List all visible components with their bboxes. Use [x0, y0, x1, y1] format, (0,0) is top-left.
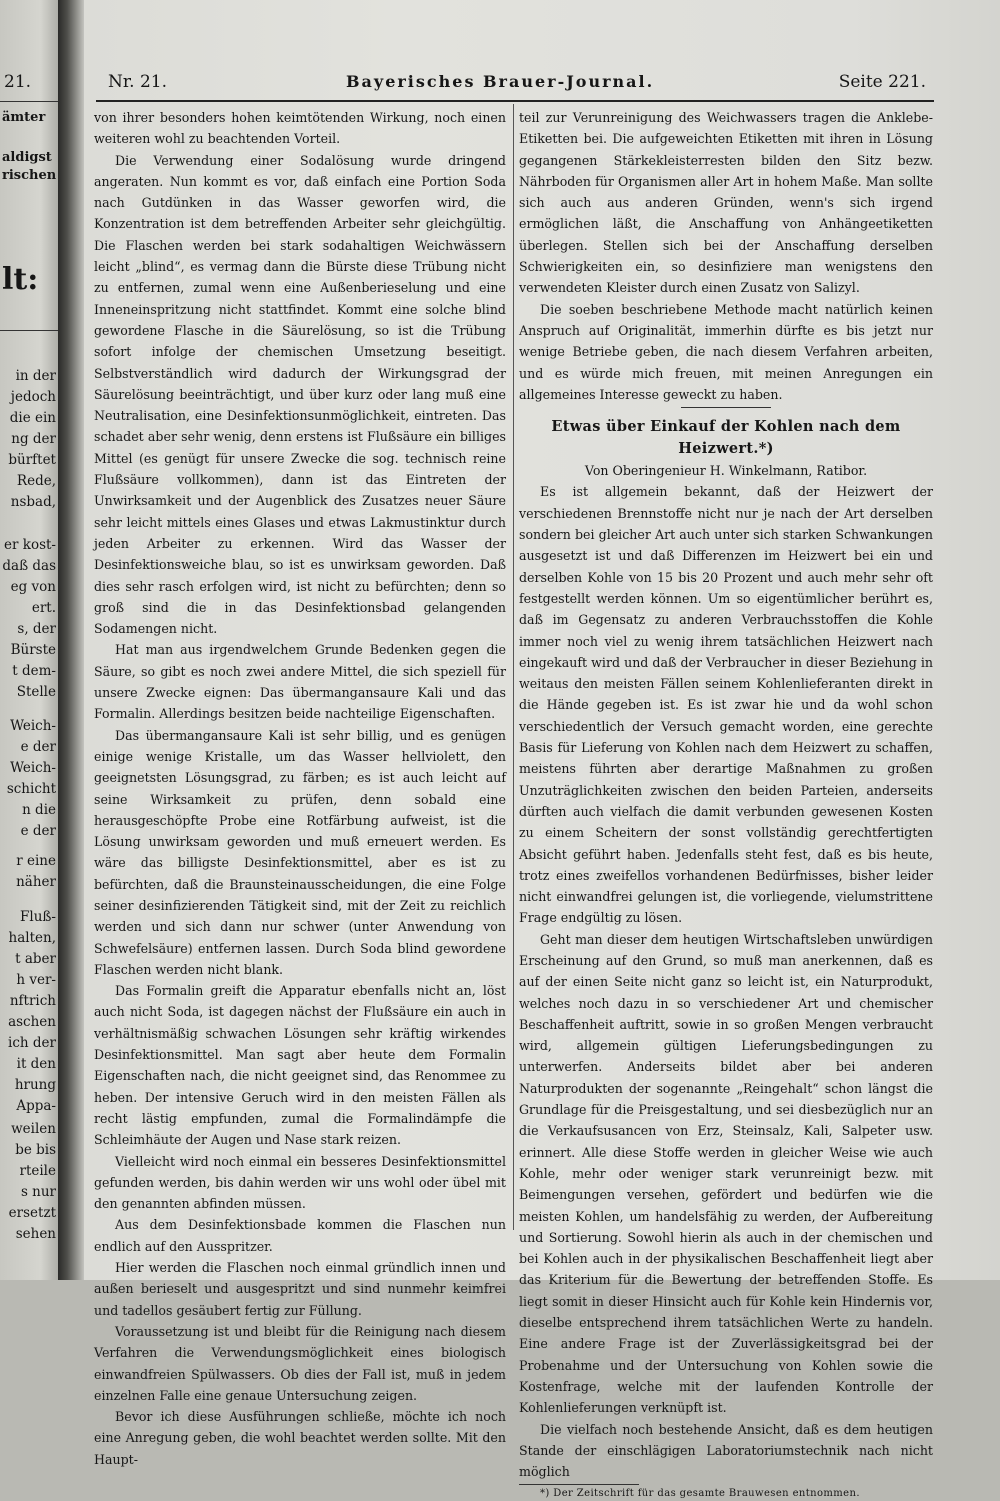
- adjacent-text-fragment: t aber: [15, 951, 56, 967]
- footnote-rule: [519, 1484, 639, 1485]
- article-separator: [681, 407, 771, 408]
- paragraph: Bevor ich diese Ausführungen schließe, möchte ich noch eine Anregung geben, die wohl beachtet werden sollte. Mit den Haupt-: [94, 1409, 506, 1467]
- paragraph: teil zur Verunreinigung des Weichwassers tragen die Anklebe-Etiketten bei. Die aufgeweichten Etiketten mit ihren in Lösung gegangenen Stärkekleisterresten bilden den Sitz bezw. Nährboden für Organismen aller Art in hohem Maße. Man sollte sich auch aus anderen Gründen, wenn's sich irgend ermöglichen läßt, die Anschaffung von Anhängeetiketten überlegen. Stellen sich bei der Anschaffung derselben Schwierigkeiten ein, so desinfiziere man wenigstens den verwendeten Kleister durch einen Zusatz von Salizyl.: [519, 110, 933, 296]
- left-column: [94, 107, 506, 1470]
- adjacent-text-fragment: e der: [20, 739, 56, 755]
- adjacent-text-fragment: nftrich: [9, 993, 56, 1009]
- adjacent-text-fragment: r eine: [16, 853, 56, 869]
- paragraph: Das übermangansaure Kali ist sehr billig, und es genügen einige wenige Kristalle, um das Wasser hellviolett, den geeignetsten Lösungsgrad, zu färben; es ist auch leicht auf seine Wirksamkeit zu prüfen, denn sobald eine herausgeschöpfte Probe eine Rotfärbung aufweist, ist die Lösung unwirksam geworden und muß erneuert werden. Es wäre das billigste Desinfektionsmittel, aber es ist zu befürchten, daß die Braunsteinausscheidungen, die eine Folge seiner desinfizierenden Tätigkeit sind, mit der Zeit zu reichlich werden und sich dann nur schwer (unter Anwendung von Schwefelsäure) entfernen lassen. Durch Soda blind gewordene Flaschen werden nicht blank.: [94, 727, 506, 977]
- adjacent-text-fragment: die ein: [9, 410, 56, 426]
- adjacent-text-fragment: e der: [20, 823, 56, 839]
- article-paragraph: Geht man dieser dem heutigen Wirtschaftsleben unwürdigen Erscheinung auf den Grund, so muß man anerkennen, daß es auf der einen Seite nicht ganz so leicht ist, ein Naturprodukt, welches noch dazu in so verschiedener Art und chemischer Beschaffenheit auftritt, sowie in so großen Mengen verbraucht wird, allgemein gültigen Lieferungsbedingungen zu unterwerfen. Anderseits bildet aber bei anderen Naturprodukten der sogenannte „Reingehalt“ schon längst die Grundlage für die Preisgestaltung, und sei diesbezüglich nur an die Verkaufsusancen von Erz, Steinsalz, Kali, Salpeter usw. erinnert. Alle diese Stoffe werden in gleicher Weise wie auch Kohle, mehr oder weniger stark verunreinigt bezw. mit Beimengungen versehen, gefördert und bedürfen wie die meisten Kohlen, um handelsfähig zu werden, der Aufbereitung und Sortierung. Sowohl hierin als auch in der chemischen und bei Kohlen auch in der physikalischen Beschaffenheit liegt aber das Kriterium für die Bewertung der betreffenden Stoffe. Es liegt somit in dieser Hinsicht auch für Kohle kein Hindernis vor, dieselbe entsprechend ihrem tatsächlichen Werte zu handeln. Eine andere Frage ist der Zuverlässigkeitsgrad bei der Probenahme und der Untersuchung von Kohlen sowie die Kostenfrage, welche mit der laufenden Kontrolle der Kohlenlieferungen verknüpft ist.: [519, 931, 933, 1416]
- adjacent-text-fragment: eg von: [10, 579, 56, 595]
- adjacent-text-fragment: Bürste: [10, 642, 56, 658]
- adjacent-text-fragment: Appa-: [16, 1098, 56, 1114]
- adjacent-text-fragment: n die: [22, 802, 56, 818]
- adjacent-heading-line: aldigst: [2, 150, 52, 165]
- adjacent-text-fragment: er kost-: [4, 537, 56, 553]
- paragraph: Die Verwendung einer Sodalösung wurde dringend angeraten. Nun kommt es vor, daß einfach eine Portion Soda nach Gutdünken in das Wasser geworfen wird, die Konzentration ist dem betreffenden Arbeiter sehr gleichgültig. Die Flaschen werden bei stark sodahaltigen Weichwässern leicht „blind“, es vermag dann die Bürste diese Trübung nicht zu entfernen, zumal wenn eine Außenberieselung und eine Inneneinspritzung nicht stattfindet. Kommt eine solche blind gewordene Flasche in die Säurelösung, so ist die Trübung sofort infolge der chemischen Umsetzung beseitigt. Selbstverständlich wird dadurch der Wirkungsgrad der Säurelösung beeinträchtigt, und über kurz oder lang muß eine Neutralisation, eine Desinfektionsunmöglichkeit, eintreten. Das schadet aber sehr wenig, denn erstens ist Flußsäure ein billiges Mittel (es genügt für unsere Zwecke die sog. technisch reine Flußsäure vollkommen), dann ist das Eintreten der Unwirksamkeit und der Augenblick des Zusatzes neuer Säure sehr leicht mittels eines Glases und etwas Lakmustinktur durch jeden Arbeiter zu erkennen. Wird das Wasser der Desinfektionsweiche blau, so ist es unwirksam geworden. Daß dies sehr rasch erfolgen wird, ist nicht zu befürchten; denn so groß sind die in das Desinfektionsbad gelangenden Sodamengen nicht.: [94, 152, 506, 637]
- adjacent-divider: [0, 330, 58, 331]
- paragraph: Vielleicht wird noch einmal ein besseres Desinfektionsmittel gefunden werden, bis dahin werden wir uns wohl oder übel mit den genannten abfinden müssen.: [94, 1153, 506, 1212]
- paragraph: Die soeben beschriebene Methode macht natürlich keinen Anspruch auf Originalität, immerhin dürfte es bis jetzt nur wenige Betriebe geben, die nach diesem Verfahren arbeiten, und es würde mich freuen, mit meinen Anregungen ein allgemeines Interesse geweckt zu haben.: [519, 301, 933, 402]
- paragraph: Das Formalin greift die Apparatur ebenfalls nicht an, löst auch nicht Soda, ist dagegen nächst der Flußsäure ein auch in verhältnismäßig schwachen Lösungen sehr kräftig wirkendes Desinfektionsmittel. Man sagt aber heute dem Formalin Eigenschaften nach, die nicht geeignet sind, das Renommee zu heben. Der intensive Geruch wird in den meisten Fällen als recht lästig empfunden, zumal die Formalindämpfe die Schleimhäute der Augen und Nase stark reizen.: [94, 983, 506, 1148]
- adjacent-big-text: lt:: [2, 262, 39, 297]
- adjacent-heading-line: rischen: [2, 168, 57, 183]
- adjacent-text-fragment: jedoch: [10, 389, 56, 405]
- footnote: *) Der Zeitschrift für das gesamte Brauwesen entnommen.: [540, 1488, 860, 1500]
- adjacent-text-fragment: t dem-: [12, 663, 56, 679]
- paragraph: Hier werden die Flaschen noch einmal gründlich innen und außen berieselt und ausgespritzt und sind nunmehr keimfrei und tadellos gesäubert fertig zur Füllung.: [94, 1260, 506, 1318]
- adjacent-text-fragment: ert.: [31, 600, 56, 616]
- adjacent-text-fragment: h ver-: [16, 972, 56, 988]
- adjacent-text-fragment: hrung: [14, 1077, 56, 1093]
- adjacent-header-rule: [0, 101, 58, 102]
- adjacent-text-fragment: Weich-: [10, 760, 56, 776]
- adjacent-text-fragment: it den: [16, 1056, 56, 1072]
- adjacent-text-fragment: halten,: [8, 930, 56, 946]
- paragraph: Voraussetzung ist und bleibt für die Reinigung nach diesem Verfahren die Verwendungsmöglichkeit eines biologisch einwandfreien Spülwassers. Ob dies der Fall ist, muß in jedem einzelnen Falle eine genaue Untersuchung zeigen.: [94, 1323, 506, 1403]
- header-rule: [96, 100, 934, 102]
- journal-title: Bayerisches Brauer-Journal.: [346, 72, 655, 91]
- adjacent-page-strip: [0, 0, 59, 1280]
- adjacent-page-number: 21.: [4, 72, 32, 92]
- right-column: [519, 107, 933, 1501]
- adjacent-text-fragment: Fluß-: [20, 909, 56, 925]
- book-gutter: [58, 0, 84, 1280]
- paragraph: Aus dem Desinfektionsbade kommen die Flaschen nun endlich auf den Ausspritzer.: [94, 1217, 506, 1254]
- article-body: [519, 481, 933, 1482]
- adjacent-text-fragment: in der: [15, 368, 56, 384]
- adjacent-text-fragment: daß das: [2, 558, 56, 574]
- previous-article-end: [519, 107, 933, 405]
- issue-number: Nr. 21.: [108, 72, 167, 92]
- adjacent-text-fragment: weilen: [11, 1121, 56, 1137]
- adjacent-text-fragment: Stelle: [16, 684, 56, 700]
- adjacent-heading-line: ämter: [2, 110, 46, 125]
- adjacent-text-fragment: Rede,: [16, 473, 56, 489]
- adjacent-text-fragment: ng der: [11, 431, 56, 447]
- adjacent-text-fragment: rteile: [19, 1163, 56, 1179]
- paragraph: Hat man aus irgendwelchem Grunde Bedenken gegen die Säure, so gibt es noch zwei andere Mittel, die sich speziell für unsere Zwecke eignen: Das übermangansaure Kali und das Formalin. Allerdings besitzen beide nachteilige Eigenschaften.: [94, 642, 506, 722]
- adjacent-text-fragment: s, der: [17, 621, 56, 637]
- paragraph: von ihrer besonders hohen keimtötenden Wirkung, noch einen weiteren wohl zu beachtenden Vorteil.: [94, 110, 506, 147]
- adjacent-text-fragment: Weich-: [10, 718, 56, 734]
- adjacent-text-fragment: be bis: [15, 1142, 56, 1158]
- article-paragraph: Die vielfach noch bestehende Ansicht, daß es dem heutigen Stande der einschlägigen Laboratoriumstechnik nach nicht möglich: [519, 1421, 933, 1480]
- article-author: Von Oberingenieur H. Winkelmann, Ratibor.: [584, 463, 868, 479]
- adjacent-text-fragment: schicht: [6, 781, 56, 797]
- adjacent-text-fragment: ich der: [8, 1035, 56, 1051]
- page-header: [96, 72, 934, 98]
- article-paragraph: Es ist allgemein bekannt, daß der Heizwert der verschiedenen Brennstoffe nicht nur je nach der Art derselben sondern bei gleicher Art auch unter sich starken Schwankungen ausgesetzt ist und daß Differenzen im Heizwert bei ein und derselben Kohle von 15 bis 20 Prozent und auch mehr sehr oft festgestellt werden können. Um so eigentümlicher berührt es, daß im Gegensatz zu anderen Verbrauchsstoffen die Kohle immer noch viel zu wenig ihrem tatsächlichen Heizwert nach eingekauft wird und daß der Verbraucher in dieser Beziehung in weitaus den meisten Fällen seinem Kohlenlieferanten direkt in die Hände gegeben ist. Es ist zwar hie und da wohl schon verschiedentlich der Versuch gemacht worden, eine gerechte Basis für Lieferung von Kohlen nach dem Heizwert zu schaffen, meistens führten aber derartige Maßnahmen zu großen Unzuträglichkeiten zwischen den beiden Parteien, anderseits dürften auch vielfach die damit verbunden gewesenen Kosten zu einem Scheitern der sonst vollständig gerechtfertigten Absicht geführt haben. Jedenfalls steht fest, daß es bis heute, trotz eines zweifellos vorhandenen Bedürfnisses, bisher leider nicht einwandfrei gelungen ist, die vorliegende, vielumstrittene Frage endgültig zu lösen.: [519, 484, 933, 926]
- page-number: Seite 221.: [838, 72, 926, 92]
- column-rule: [513, 104, 514, 1230]
- adjacent-text-fragment: sehen: [15, 1226, 56, 1242]
- adjacent-text-fragment: s nur: [20, 1184, 56, 1200]
- adjacent-text-fragment: nsbad,: [10, 494, 56, 510]
- adjacent-text-fragment: bürftet: [8, 452, 56, 468]
- adjacent-text-fragment: ersetzt: [8, 1205, 56, 1221]
- article-title: Etwas über Einkauf der Kohlen nach dem Heizwert.*): [551, 418, 901, 458]
- adjacent-text-fragment: aschen: [8, 1014, 56, 1030]
- adjacent-text-fragment: näher: [16, 874, 56, 890]
